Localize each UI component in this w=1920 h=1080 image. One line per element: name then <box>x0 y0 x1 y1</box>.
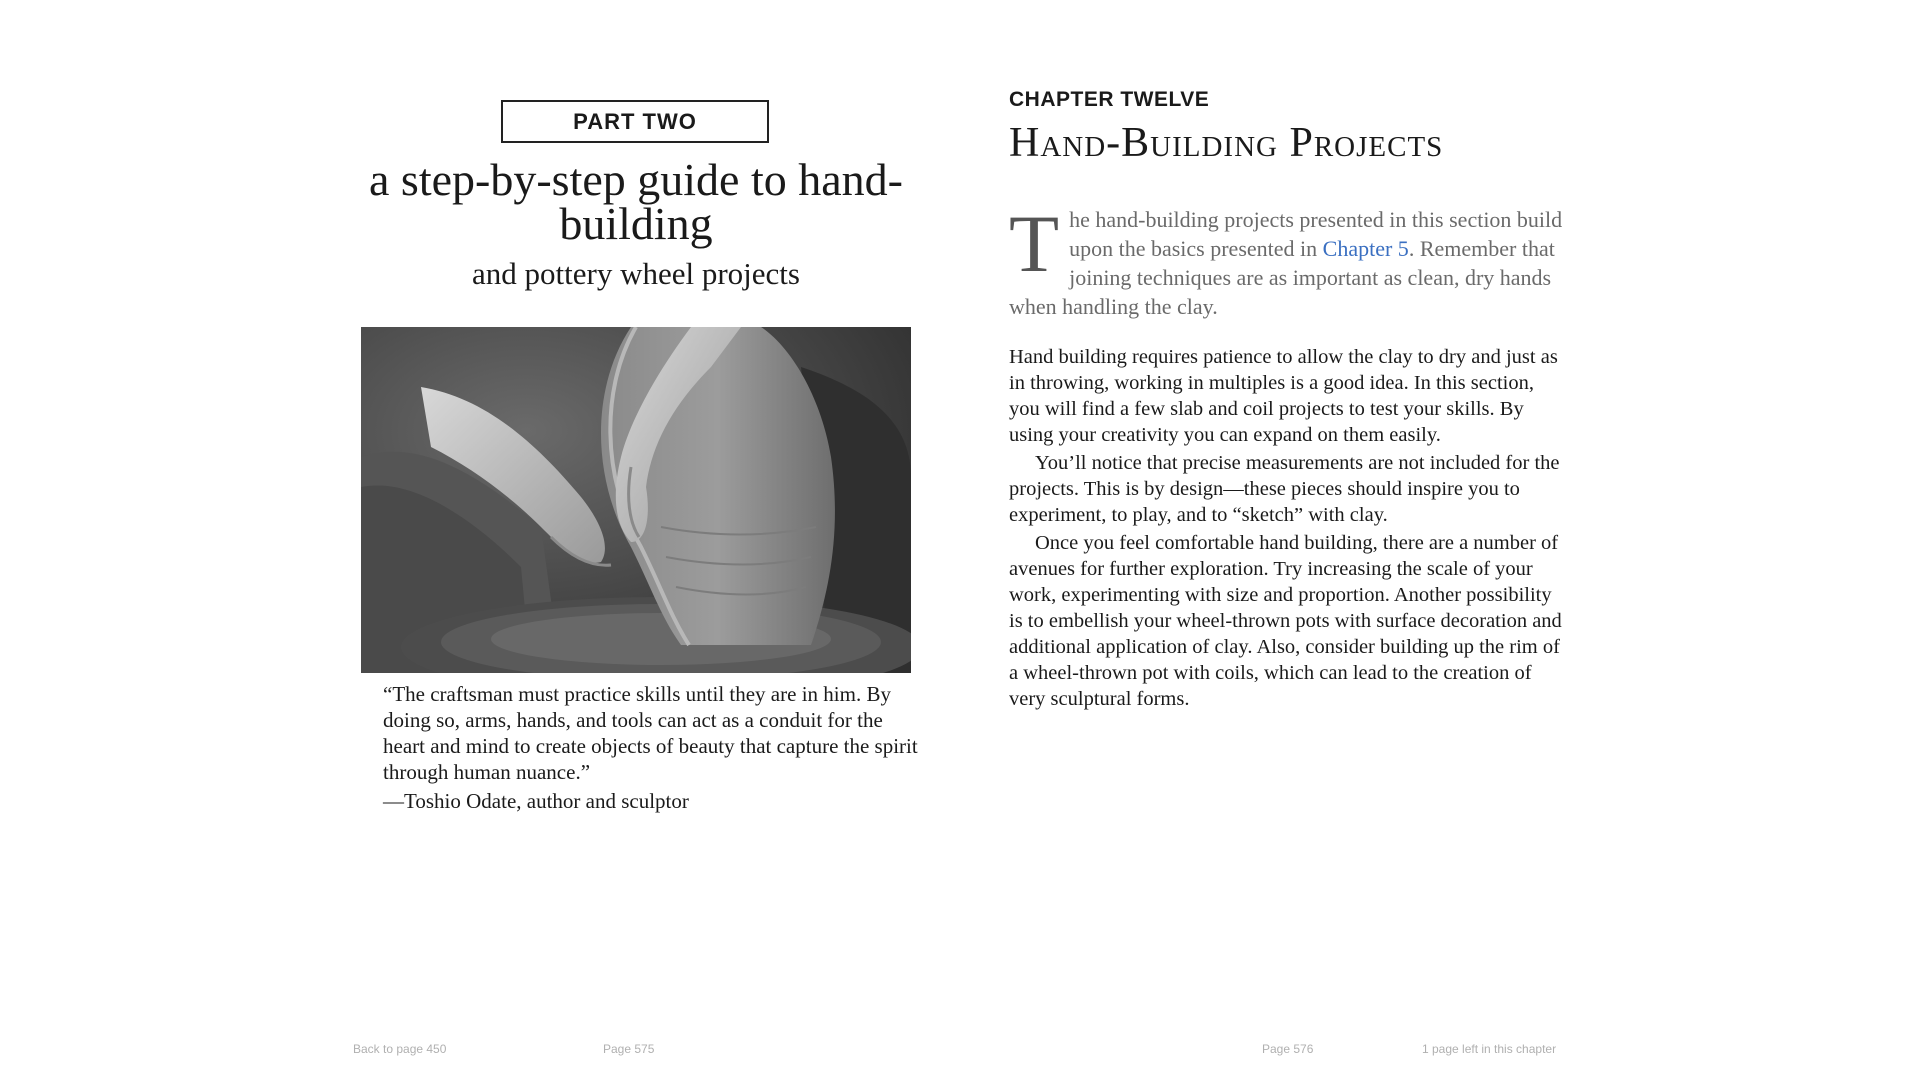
left-page-number: Page 575 <box>603 1042 655 1056</box>
part-title: a step-by-step guide to hand-building <box>369 154 903 249</box>
intro-text: he hand-building projects presented in this section build upon the basics presented in <box>1069 207 1563 261</box>
chapter-intro <box>1009 198 1565 321</box>
body-paragraph: Once you feel comfortable hand building, there are a number of avenues for further exploration. Try increasing the scale of your work, experimenting with size and proportion. Another possibility is to embellish your wheel-thrown pots with surface decoration and additional application of clay. Also, consider building up the rim of a wheel-thrown pot with coils, which can lead to the creation of very sculptural forms. <box>1009 532 1562 710</box>
part-subtitle: and pottery wheel projects <box>472 256 800 291</box>
body-paragraph: Hand building requires patience to allow the clay to dry and just as in throwing, working in multiples is a good idea. In this section, you will find a few slab and coil projects to test your skills. By using your creativity you can expand on them easily. <box>1009 346 1558 446</box>
chapter-5-link[interactable]: Chapter 5 <box>1322 236 1409 261</box>
back-to-page-link[interactable]: Back to page 450 <box>353 1042 447 1056</box>
drop-cap: T <box>1009 198 1060 289</box>
epigraph-quote: “The craftsman must practice skills until they are in him. By doing so, arms, hands, and tools can act as a conduit for the heart and mind to create objects of beauty that capture the spirit through human nuance.” <box>383 682 918 784</box>
intro-text-continued: . Remember that joining techniques are as important as clean, dry hands when handling the clay. <box>1009 236 1555 319</box>
pottery-photo <box>361 327 911 673</box>
chapter-body <box>1009 344 1565 714</box>
epigraph-attribution: —Toshio Odate, author and sculptor <box>383 789 689 813</box>
pottery-photo-illustration <box>361 327 911 673</box>
right-page-number: Page 576 <box>1262 1042 1314 1056</box>
pages-left-indicator: 1 page left in this chapter <box>1422 1042 1557 1056</box>
chapter-title: Hand-Building Projects <box>1009 120 1444 166</box>
part-label: PART TWO <box>501 100 769 143</box>
body-paragraph: You’ll notice that precise measurements are not included for the projects. This is by design—these pieces should inspire you to experiment, to play, and to “sketch” with clay. <box>1009 452 1560 526</box>
chapter-label: CHAPTER TWELVE <box>1009 88 1210 111</box>
